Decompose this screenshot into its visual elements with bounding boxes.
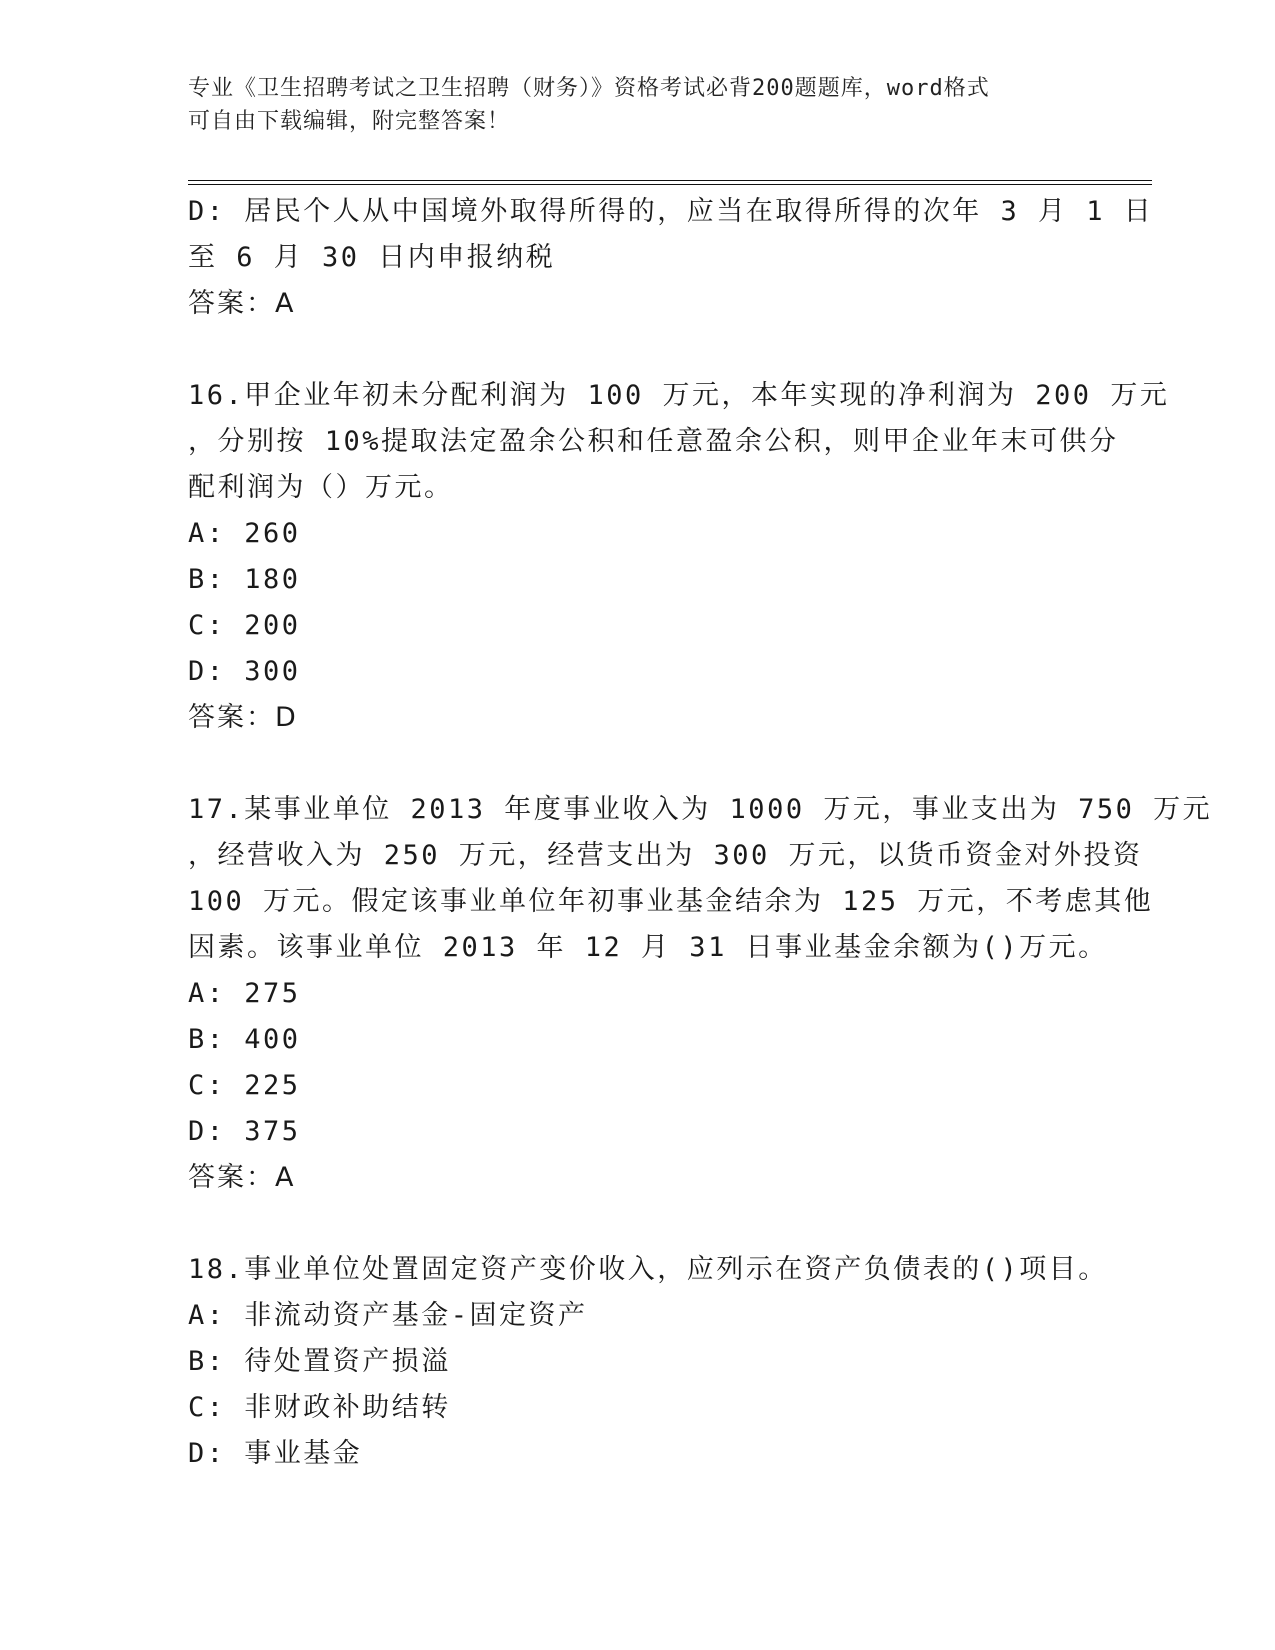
question-stem: 17.某事业单位 2013 年度事业收入为 1000 万元，事业支出为 750 万元: [188, 794, 1213, 825]
header-line-2: 可自由下载编辑，附完整答案！: [188, 109, 511, 134]
option-d: D: 375: [188, 1116, 301, 1147]
option-a: A: 260: [188, 518, 301, 549]
option-d: D: 事业基金: [188, 1438, 363, 1469]
spacer: [188, 1201, 1108, 1247]
question-stem: ，经营收入为 250 万元，经营支出为 300 万元，以货币资金对外投资: [188, 840, 1143, 871]
question-stem: 配利润为（）万元。: [188, 472, 454, 503]
answer: 答案：D: [188, 702, 298, 733]
option-b: B: 400: [188, 1024, 301, 1055]
option-b: B: 待处置资产损溢: [188, 1346, 451, 1377]
header-divider-top: [188, 180, 1152, 181]
header-divider-bottom: [188, 184, 1152, 185]
question-stem: ，分别按 10%提取法定盈余公积和任意盈余公积，则甲企业年末可供分: [188, 426, 1119, 457]
answer: 答案：A: [188, 1162, 296, 1193]
document-header: [188, 72, 1088, 138]
question-stem: 16.甲企业年初未分配利润为 100 万元，本年实现的净利润为 200 万元: [188, 380, 1170, 411]
question-16: [188, 373, 1170, 741]
option-a: A: 非流动资产基金-固定资产: [188, 1300, 588, 1331]
option-c: C: 非财政补助结转: [188, 1392, 451, 1423]
question-content: [188, 189, 1213, 1477]
question-17: [188, 787, 1213, 1201]
question-stem: 18.事业单位处置固定资产变价收入，应列示在资产负债表的()项目。: [188, 1254, 1108, 1285]
option-d-continued: 至 6 月 30 日内申报纳税: [188, 242, 556, 273]
option-c: C: 225: [188, 1070, 301, 1101]
question-18: [188, 1247, 1108, 1477]
header-line-1: 专业《卫生招聘考试之卫生招聘（财务）》资格考试必背200题题库，word格式: [188, 76, 990, 101]
previous-question-tail: [188, 189, 1154, 327]
option-d: D: 300: [188, 656, 301, 687]
option-d: D: 居民个人从中国境外取得所得的，应当在取得所得的次年 3 月 1 日: [188, 196, 1154, 227]
option-a: A: 275: [188, 978, 301, 1009]
spacer: [188, 327, 1108, 373]
answer: 答案：A: [188, 288, 296, 319]
option-c: C: 200: [188, 610, 301, 641]
question-stem: 100 万元。假定该事业单位年初事业基金结余为 125 万元，不考虑其他: [188, 886, 1154, 917]
option-b: B: 180: [188, 564, 301, 595]
spacer: [188, 741, 1108, 787]
question-stem: 因素。该事业单位 2013 年 12 月 31 日事业基金余额为()万元。: [188, 932, 1108, 963]
